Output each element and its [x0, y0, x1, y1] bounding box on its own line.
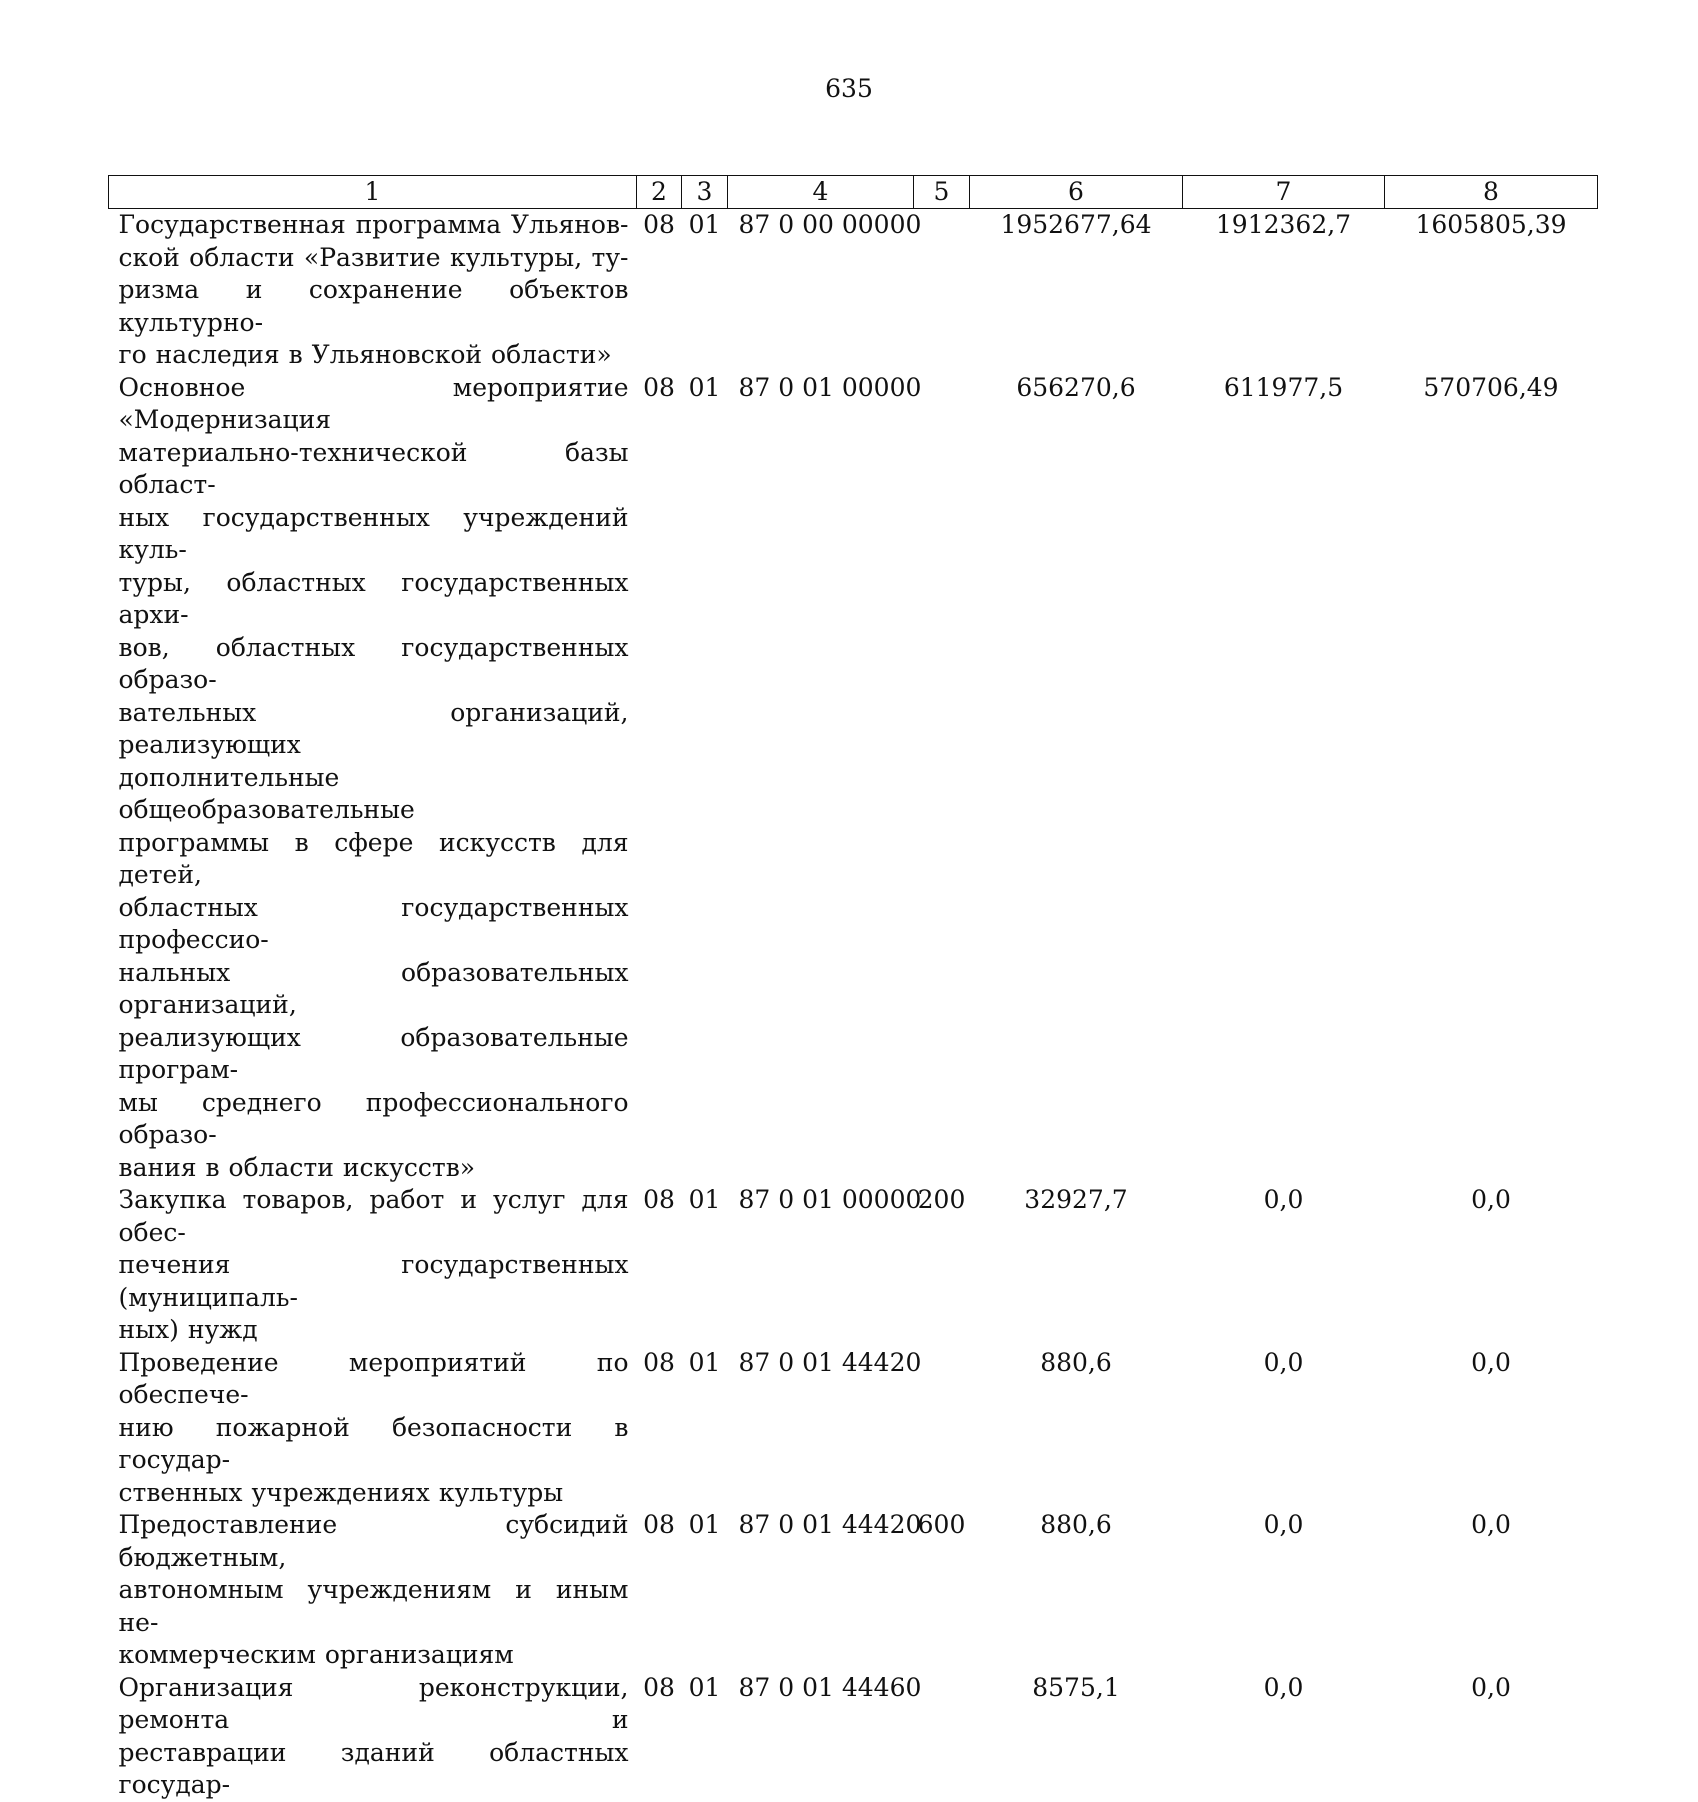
table-row: [109, 1672, 1598, 1802]
row-name-line: вания в области искусств»: [118, 1152, 476, 1182]
column-header: 4: [728, 176, 914, 209]
table-row: [109, 372, 1598, 1185]
row-name-cell: [109, 1347, 637, 1510]
amount-col6-cell: 880,6: [1040, 1347, 1112, 1377]
row-name-line: ственных учреждениях культуры: [118, 1477, 564, 1507]
amount-col7-cell: 0,0: [1263, 1347, 1304, 1377]
column-header: 1: [109, 176, 637, 209]
row-name-line: вательных организаций, реализующих: [118, 697, 629, 759]
subsection-code-cell: 01: [688, 372, 721, 402]
amount-col8-cell: 0,0: [1471, 1185, 1511, 1214]
amount-col6-cell: 880,6: [1040, 1510, 1112, 1539]
section-code-cell: 08: [643, 1510, 675, 1539]
row-name-line: программы в сфере искусств для детей,: [118, 827, 629, 889]
expense-type-cell: 200: [917, 1185, 966, 1214]
amount-col8-cell: 1605805,39: [1415, 210, 1567, 239]
amount-col8-cell: 0,0: [1471, 1347, 1511, 1377]
column-header: 5: [914, 176, 970, 209]
row-name-line: ризма и сохранение объектов культурно-: [118, 275, 629, 337]
row-name-line: Закупка товаров, работ и услуг для обес-: [118, 1185, 629, 1247]
row-name-line: реализующих образовательные програм-: [118, 1022, 629, 1084]
target-article-cell: 87 0 01 44420: [738, 1347, 922, 1377]
row-name-cell: [109, 1509, 637, 1672]
target-article-cell: 87 0 01 44420: [738, 1510, 922, 1539]
row-name-line: областных государственных профессио-: [118, 892, 629, 954]
row-name-line: коммерческим организациям: [118, 1640, 514, 1669]
subsection-code-cell: 01: [688, 1185, 721, 1214]
target-article-cell: 87 0 01 44460: [738, 1672, 922, 1702]
table-body: [109, 209, 1598, 1802]
row-name-line: нальных образовательных организаций,: [118, 957, 629, 1019]
column-header: 3: [682, 176, 728, 209]
table-row: [109, 1509, 1598, 1672]
section-code-cell: 08: [643, 1185, 675, 1214]
row-name-line: Государственная программа Ульянов-: [118, 210, 629, 239]
row-name-cell: [109, 1184, 637, 1347]
column-header: 2: [637, 176, 682, 209]
column-header: 7: [1183, 176, 1385, 209]
target-article-cell: 87 0 01 00000: [738, 1185, 922, 1214]
section-code-cell: 08: [643, 210, 675, 239]
amount-col8-cell: 570706,49: [1423, 372, 1559, 402]
amount-col6-cell: 656270,6: [1016, 372, 1136, 402]
row-name-line: Предоставление субсидий бюджетным,: [118, 1510, 629, 1572]
subsection-code-cell: 01: [688, 1672, 721, 1702]
row-name-line: мы среднего профессионального образо-: [118, 1087, 629, 1149]
subsection-code-cell: 01: [688, 210, 721, 239]
row-name-cell: [109, 1672, 637, 1802]
section-code-cell: 08: [643, 372, 675, 402]
amount-col7-cell: 0,0: [1263, 1672, 1304, 1702]
amount-col8-cell: 0,0: [1471, 1672, 1511, 1702]
row-name-line: Проведение мероприятий по обеспече-: [118, 1347, 629, 1409]
row-name-line: печения государственных (муниципаль-: [118, 1250, 629, 1312]
column-header: 8: [1385, 176, 1598, 209]
row-name-line: материально-технической базы област-: [118, 437, 629, 499]
row-name-line: автономным учреждениям и иным не-: [118, 1575, 629, 1637]
amount-col6-cell: 8575,1: [1032, 1672, 1120, 1702]
row-name-line: вов, областных государственных образо-: [118, 632, 629, 694]
row-name-cell: [109, 209, 637, 372]
page-number: 635: [825, 74, 873, 103]
amount-col7-cell: 0,0: [1263, 1185, 1304, 1214]
expense-type-cell: [914, 1347, 970, 1510]
row-name-line: дополнительные общеобразовательные: [118, 762, 415, 824]
table-row: [109, 1184, 1598, 1347]
table-row: [109, 209, 1598, 372]
row-name-line: туры, областных государственных архи-: [118, 567, 629, 629]
subsection-code-cell: 01: [688, 1510, 721, 1539]
amount-col8-cell: 0,0: [1471, 1510, 1511, 1539]
row-name-line: ской области «Развитие культуры, ту-: [118, 242, 629, 272]
row-name-line: реставрации зданий областных государ-: [118, 1737, 629, 1799]
section-code-cell: 08: [643, 1672, 675, 1702]
row-name-line: Организация реконструкции, ремонта и: [118, 1672, 629, 1734]
expense-type-cell: [914, 372, 970, 1185]
row-name-line: нию пожарной безопасности в государ-: [118, 1412, 629, 1474]
expense-type-cell: [914, 209, 970, 372]
budget-table: [108, 175, 1598, 1802]
amount-col7-cell: 0,0: [1263, 1510, 1304, 1539]
column-header: 6: [970, 176, 1183, 209]
row-name-line: го наследия в Ульяновской области»: [118, 340, 612, 369]
table-row: [109, 1347, 1598, 1510]
expense-type-cell: 600: [917, 1510, 966, 1539]
row-name-line: ных) нужд: [118, 1315, 258, 1344]
row-name-cell: [109, 372, 637, 1185]
row-name-line: ных государственных учреждений куль-: [118, 502, 629, 564]
subsection-code-cell: 01: [688, 1347, 721, 1377]
target-article-cell: 87 0 00 00000: [738, 210, 922, 239]
section-code-cell: 08: [643, 1347, 675, 1377]
header-row: [109, 176, 1598, 209]
amount-col6-cell: 1952677,64: [1000, 210, 1152, 239]
amount-col7-cell: 1912362,7: [1215, 210, 1352, 239]
amount-col6-cell: 32927,7: [1024, 1185, 1128, 1214]
row-name-line: Основное мероприятие «Модернизация: [118, 372, 629, 434]
amount-col7-cell: 611977,5: [1223, 372, 1344, 402]
expense-type-cell: [914, 1672, 970, 1802]
target-article-cell: 87 0 01 00000: [738, 372, 922, 402]
